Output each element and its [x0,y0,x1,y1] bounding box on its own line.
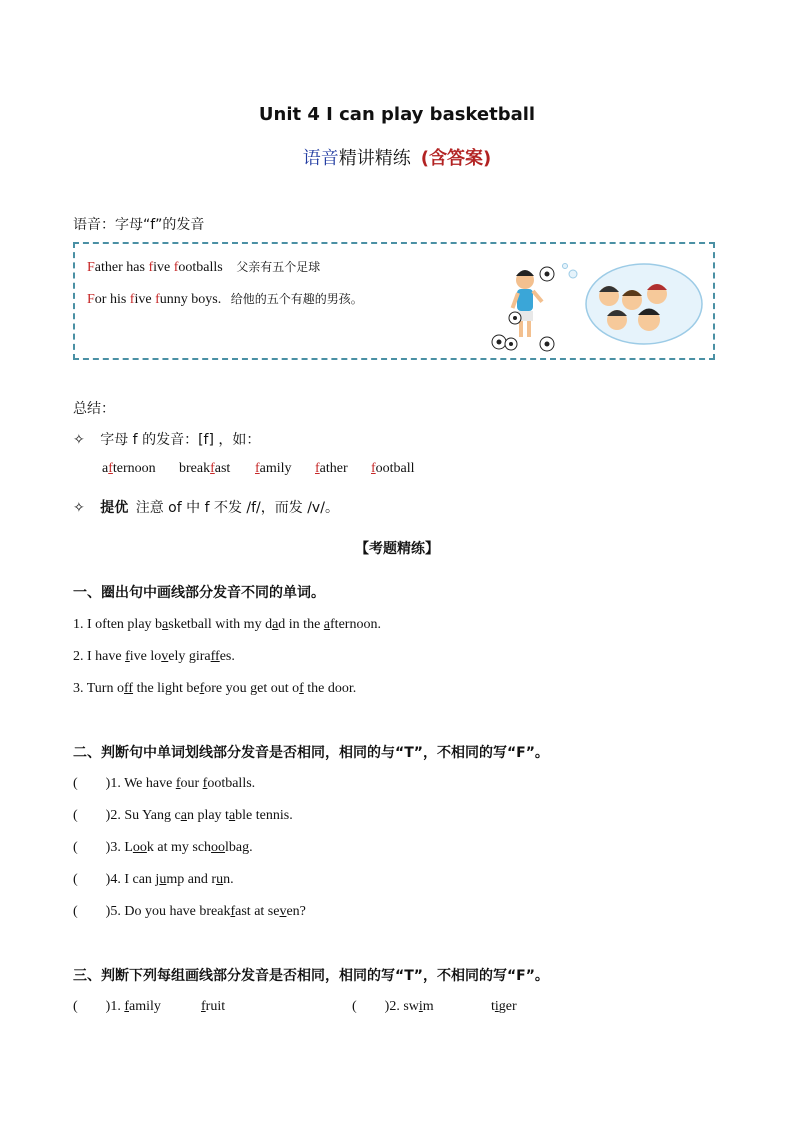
answer-blank[interactable]: ( )2. [73,808,125,823]
section-2-item [73,776,255,792]
section-1-heading: 一、圈出句中画线部分发音不同的单词。 [73,585,325,601]
tip-label: 提优 [100,500,129,516]
example-word: breakfast [179,461,231,476]
chant-text: or his [94,292,130,307]
diamond-bullet-icon: ✧ [73,501,85,516]
underlined-letters: f [199,681,205,696]
answer-blank[interactable]: ( )1. [73,776,125,791]
page-title: Unit 4 I can play basketball [258,104,536,125]
chant-text: ather has [94,260,149,275]
sentence-text: ruit [205,999,226,1014]
sentence-text: our [180,776,203,791]
sentence-text: We have [124,776,176,791]
sentence-text: ore you get out o [204,681,300,696]
subtitle-part1: 语音 [302,148,339,169]
sentence-text: L [124,840,133,855]
underlined-letters: oo [132,840,147,855]
sentence-text: lbag. [225,840,253,855]
sentence-text: Turn o [86,681,124,696]
section-3-word [124,999,161,1014]
section-1-item [73,617,381,633]
sentence-text: sketball with my d [168,617,273,632]
sentence-text: the door. [303,681,357,696]
section-3-item-2 [352,999,434,1015]
section-3-word-2b [491,999,517,1015]
chant-line-2 [87,290,363,308]
chant-letter: f [173,260,179,275]
example-word: family [255,461,292,476]
sentence-text: n. [223,872,234,887]
section-2-heading: 二、判断句中单词划线部分发音是否相同，相同的与“T”，不相同的写“F”。 [73,745,549,761]
subtitle-part2: 精讲精练 [338,148,411,169]
chant-letter: f [155,292,160,307]
section-1-item [73,681,356,697]
sentence-text: ootballs. [207,776,256,791]
underlined-letters: a [272,617,279,632]
phonics-heading: 语音：字母“f”的发音 [73,217,205,233]
diamond-bullet-icon: ✧ [73,433,85,448]
sentence-text: the light be [133,681,200,696]
sentence-text: amily [129,999,161,1014]
section-3-word [201,999,225,1014]
chant-line-1 [87,258,320,276]
sentence-text: Su Yang c [124,808,181,823]
underlined-letters: a [228,808,236,823]
example-word: football [371,461,415,476]
underlined-letters: f [202,776,208,791]
underlined-letters: f [125,649,130,664]
section-3-item-1 [73,999,161,1015]
summary-bullet-2 [73,497,339,517]
item-number: 1. [73,617,87,632]
sentence-text: I often play b [87,617,163,632]
underlined-letters: f [201,999,206,1014]
answer-blank[interactable]: ( )5. [73,904,125,919]
underlined-letters: v [161,649,169,664]
summary-bullet-1-text: 字母 f 的发音：[f] ，如： [100,432,261,448]
section-2-item [73,872,234,888]
underlined-letters: f [124,999,129,1014]
sentence-text: ive lo [129,649,162,664]
answer-blank[interactable]: ( )2. [352,999,400,1014]
section-2-item [73,840,253,856]
sentence-text: es. [219,649,235,664]
sentence-text: mp and r [166,872,217,887]
chant-translation: 给他的五个有趣的男孩。 [230,292,363,306]
sentence-text: I can j [124,872,160,887]
answer-blank[interactable]: ( )3. [73,840,125,855]
chant-text: ootballs [178,260,223,275]
underlined-letters: f [299,681,304,696]
chant-box [73,242,715,360]
item-number: 3. [73,681,87,696]
sentence-text: k at my sch [146,840,212,855]
sentence-text: d in the [278,617,324,632]
example-word: afternoon [102,461,156,476]
section-3-word [403,999,433,1014]
boy-football-illustration [489,258,709,354]
sentence-text: ble tennis. [235,808,293,823]
underlined-letters: f [230,904,236,919]
chant-translation: 父亲有五个足球 [236,260,321,274]
underlined-letters: i [418,999,423,1014]
sentence-text: en? [286,904,306,919]
summary-heading: 总结： [73,401,115,417]
chant-text: unny boys. [159,292,222,307]
underlined-letters: a [323,617,331,632]
chant-text: ive [153,260,174,275]
sentence-text: Do you have break [124,904,231,919]
sentence-text: t [491,999,495,1014]
section-3-word-2 [201,999,225,1015]
section-2-item [73,904,306,920]
subtitle-part3: (含答案) [420,148,492,169]
sentence-text: m [422,999,434,1014]
section-2-item [73,808,293,824]
answer-blank[interactable]: ( )1. [73,999,121,1014]
answer-blank[interactable]: ( )4. [73,872,125,887]
sentence-text: ely gira [168,649,211,664]
practice-heading: 【考题精练】 [355,541,439,557]
underlined-letters: ff [210,649,220,664]
section-3-heading: 三、判断下列每组画线部分发音是否相同，相同的写“T”，不相同的写“F”。 [73,968,549,984]
chant-letter: f [129,292,135,307]
chant-letter: f [148,260,154,275]
underlined-letters: v [279,904,287,919]
sentence-text: ger [498,999,517,1014]
sentence-text: n play t [186,808,229,823]
chant-letter: F [87,292,95,307]
underlined-letters: a [162,617,169,632]
underlined-letters: f [175,776,181,791]
chant-text: ive [134,292,156,307]
sentence-text: ast at se [235,904,280,919]
sentence-text: I have [87,649,126,664]
page-subtitle [0,144,794,170]
chant-letter: F [87,260,95,275]
section-3-word [491,999,517,1014]
summary-bullet-1 [73,429,260,449]
underlined-letters: i [494,999,499,1014]
underlined-letters: u [216,872,224,887]
sentence-text: sw [403,999,419,1014]
sentence-text: fternoon. [330,617,381,632]
tip-text: 注意 of 中 f 不发 /f/，而发 /v/。 [135,500,339,516]
example-word: father [315,461,348,476]
underlined-letters: ff [123,681,134,696]
underlined-letters: oo [211,840,226,855]
underlined-letters: a [180,808,187,823]
underlined-letters: u [159,872,167,887]
section-1-item [73,649,235,665]
item-number: 2. [73,649,87,664]
